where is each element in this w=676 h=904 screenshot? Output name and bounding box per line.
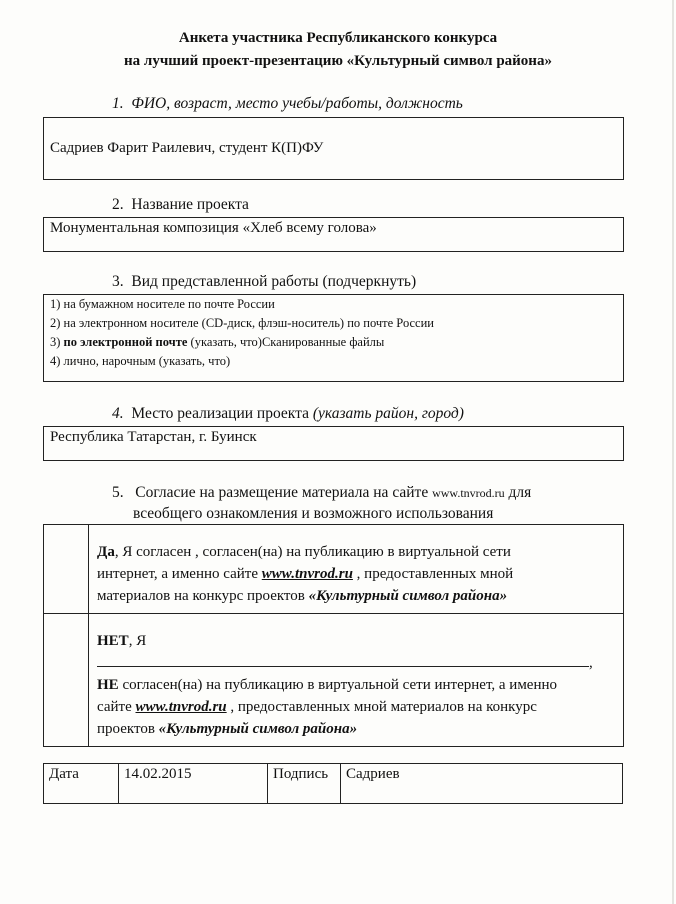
consent-no-text <box>89 614 624 747</box>
consent-yes-part1: , Я согласен , согласен(на) на публикацию в виртуальной сети <box>114 544 511 560</box>
section4-number: 4. <box>112 405 124 422</box>
section5-number: 5. <box>112 484 124 501</box>
section2-number: 2. <box>112 196 124 213</box>
date-value[interactable]: 14.02.2015 <box>119 764 268 804</box>
consent-no-ne-word: НЕ <box>97 677 119 693</box>
consent-yes-part2: интернет, а именно сайте <box>97 566 259 582</box>
section4-value: Республика Татарстан, г. Буинск <box>50 429 257 445</box>
section5-end: для <box>508 484 532 501</box>
section1-value: Садриев Фарит Раилевич, студент К(П)ФУ <box>50 140 324 156</box>
signature-label: Подпись <box>268 764 341 804</box>
section5-heading-line1 <box>112 484 531 502</box>
option-email-bold: по электронной почте <box>63 335 188 349</box>
date-label: Дата <box>44 764 119 804</box>
section1-heading <box>112 95 463 113</box>
section2-heading <box>112 196 249 214</box>
consent-yes-part3: , предоставленных мной <box>352 566 514 582</box>
consent-no-row <box>44 614 624 747</box>
consent-no-comma: , <box>589 655 593 671</box>
consent-no-rest: , Я <box>128 633 147 649</box>
consent-no-contest: «Культурный символ района» <box>158 721 358 737</box>
option-email-rest: (указать, что)Сканированные файлы <box>187 335 385 349</box>
consent-table <box>43 524 624 747</box>
consent-yes-word: Да <box>97 544 115 560</box>
section1-label: ФИО, возраст, место учебы/работы, должность <box>131 95 463 112</box>
consent-no-part4: проектов <box>97 721 155 737</box>
section2-label: Название проекта <box>131 196 249 213</box>
consent-yes-text <box>89 525 624 614</box>
consent-no-part2: сайте <box>97 699 132 715</box>
section5-text: Согласие на размещение материала на сайте <box>135 484 429 501</box>
option-electronic-media[interactable]: 2) на электронном носителе (CD-диск, флэш-носитель) по почте России <box>50 316 434 330</box>
consent-yes-site: www.tnvrod.ru <box>261 566 353 582</box>
form-title-line2: на лучший проект-презентацию «Культурный символ района» <box>124 53 552 69</box>
section4-label-italic: (указать район, город) <box>312 405 464 422</box>
section5-heading-line2: всеобщего ознакомления и возможного использования <box>133 505 494 522</box>
section2-value: Монументальная композиция «Хлеб всему голова» <box>50 220 377 236</box>
consent-yes-mark-cell[interactable] <box>44 525 89 614</box>
consent-no-mark-cell[interactable] <box>44 614 89 747</box>
section1-number: 1. <box>112 95 124 112</box>
consent-yes-contest: «Культурный символ района» <box>308 588 508 604</box>
section3-heading <box>112 273 416 291</box>
signature-value[interactable]: Садриев <box>341 764 623 804</box>
option-in-person[interactable]: 4) лично, нарочным (указать, что) <box>50 354 231 368</box>
consent-no-name-blank[interactable] <box>97 652 589 667</box>
option-paper-mail[interactable]: 1) на бумажном носителе по почте России <box>50 297 275 311</box>
signature-table <box>43 763 623 804</box>
consent-no-part3: , предоставленных мной материалов на конкурс <box>226 699 537 715</box>
consent-no-site: www.tnvrod.ru <box>135 699 227 715</box>
consent-no-word: НЕТ <box>97 633 129 649</box>
consent-no-part1: согласен(на) на публикацию в виртуальной сети интернет, а именно <box>118 677 558 693</box>
option-email-prefix: 3) <box>50 335 64 349</box>
form-title-line1: Анкета участника Республиканского конкурса <box>178 30 498 46</box>
section3-number: 3. <box>112 273 124 290</box>
scan-edge-shadow <box>672 0 674 904</box>
consent-yes-part4: материалов на конкурс проектов <box>97 588 305 604</box>
section5-site: www.tnvrod.ru <box>432 486 505 500</box>
consent-yes-row <box>44 525 624 614</box>
option-email[interactable] <box>50 335 384 350</box>
section4-label: Место реализации проекта <box>131 405 309 422</box>
section3-label: Вид представленной работы (подчеркнуть) <box>131 273 417 290</box>
section4-heading <box>112 405 464 423</box>
